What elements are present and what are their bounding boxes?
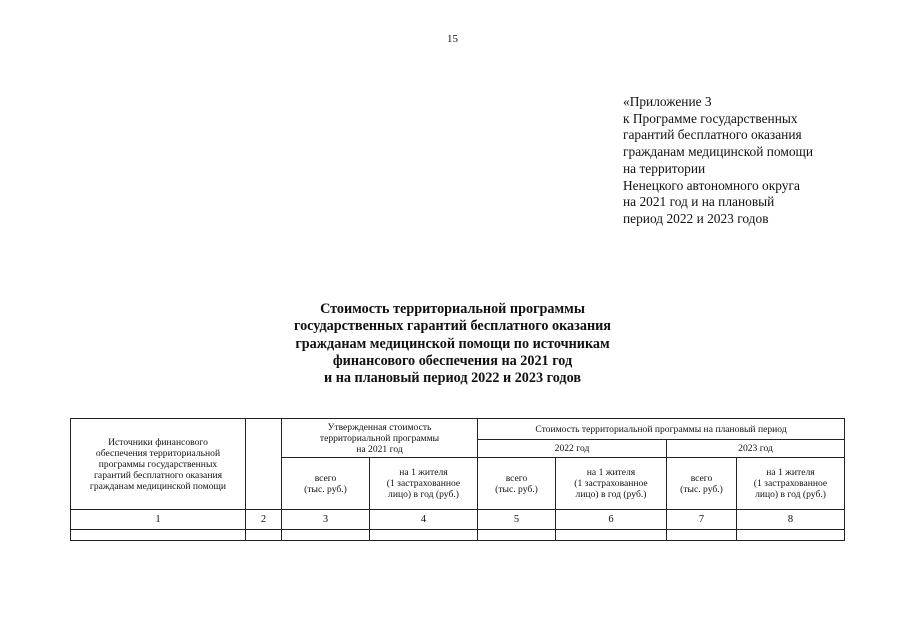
sources-header-line: гражданам медицинской помощи [89, 480, 227, 492]
approved-header-line: Утвержденная стоимость [327, 421, 432, 433]
row-number-header [246, 419, 282, 510]
total-2023-header [667, 458, 737, 510]
sources-header-line: гарантий бесплатного оказания [94, 469, 222, 481]
column-number: 1 [71, 510, 246, 530]
per-resident-label-line: на 1 жителя [766, 467, 815, 478]
appendix-line: Ненецкого автономного округа [623, 177, 800, 193]
year-2023-header: 2023 год [667, 440, 845, 458]
appendix-line: период 2022 и 2023 годов [623, 210, 769, 226]
table-spacer-cell [667, 530, 737, 541]
appendix-line: на 2021 год и на плановый [623, 194, 775, 210]
per-resident-label-line: лицо) в год (руб.) [575, 489, 647, 500]
title-line: Стоимость территориальной программы [320, 301, 585, 317]
table-spacer-cell [282, 530, 370, 541]
per-resident-label-line: на 1 жителя [399, 467, 448, 478]
sources-header-line: обеспечения территориальной [95, 447, 221, 459]
sources-header-line: Источники финансового [108, 436, 208, 448]
total-label-line: (тыс. руб.) [495, 483, 538, 495]
appendix-line: гарантий бесплатного оказания [623, 127, 802, 143]
title-line: гражданам медицинской помощи по источникам [295, 335, 610, 352]
per-resident-label-line: (1 застрахованное [753, 478, 828, 489]
total-2022-header [478, 458, 556, 510]
appendix-line: «Приложение 3 [623, 94, 712, 109]
table-spacer-cell [478, 530, 556, 541]
column-number: 8 [737, 510, 845, 530]
table-spacer-cell [737, 530, 845, 541]
year-2022-header: 2022 год [478, 440, 667, 458]
cost-table [70, 418, 845, 541]
per-resident-label-line: на 1 жителя [586, 467, 636, 478]
per-resident-label-line: (1 застрахованное [574, 478, 648, 489]
page-number: 15 [447, 33, 458, 45]
table-spacer-cell [246, 530, 282, 541]
sources-header [71, 419, 246, 510]
total-label-line: всего [314, 472, 337, 484]
column-number: 7 [667, 510, 737, 530]
per-resident-label-line: лицо) в год (руб.) [388, 489, 459, 500]
appendix-line: к Программе государственных [623, 110, 798, 126]
column-number: 5 [478, 510, 556, 530]
column-number: 3 [282, 510, 370, 530]
title-line: государственных гарантий бесплатного оказания [294, 318, 611, 335]
title-line: и на плановый период 2022 и 2023 годов [323, 370, 581, 387]
appendix-line: на территории [623, 160, 706, 176]
per-resident-2021-header [370, 458, 478, 510]
table-spacer-cell [71, 530, 246, 541]
table-spacer-cell [370, 530, 478, 541]
per-resident-label-line: лицо) в год (руб.) [755, 489, 826, 500]
total-2021-header [282, 458, 370, 510]
total-label-line: (тыс. руб.) [304, 483, 347, 495]
table-spacer-cell [556, 530, 667, 541]
per-resident-2023-header [737, 458, 845, 510]
column-number: 2 [246, 510, 282, 530]
title-line: финансового обеспечения на 2021 год [332, 352, 573, 369]
total-label-line: (тыс. руб.) [680, 483, 723, 495]
column-number: 6 [556, 510, 667, 530]
document-title [0, 301, 905, 387]
column-number: 4 [370, 510, 478, 530]
total-label-line: всего [505, 472, 528, 484]
approved-header-line: территориальной программы [319, 432, 440, 444]
appendix-line: гражданам медицинской помощи [623, 144, 814, 160]
planned-cost-header: Стоимость территориальной программы на плановый период [478, 419, 845, 440]
approved-cost-header [282, 419, 478, 458]
per-resident-2022-header [556, 458, 667, 510]
sources-header-line: программы государственных [98, 458, 218, 470]
total-label-line: всего [690, 472, 713, 484]
approved-header-line: на 2021 год [356, 443, 403, 455]
per-resident-label-line: (1 застрахованное [386, 478, 461, 489]
appendix-note [623, 94, 883, 228]
